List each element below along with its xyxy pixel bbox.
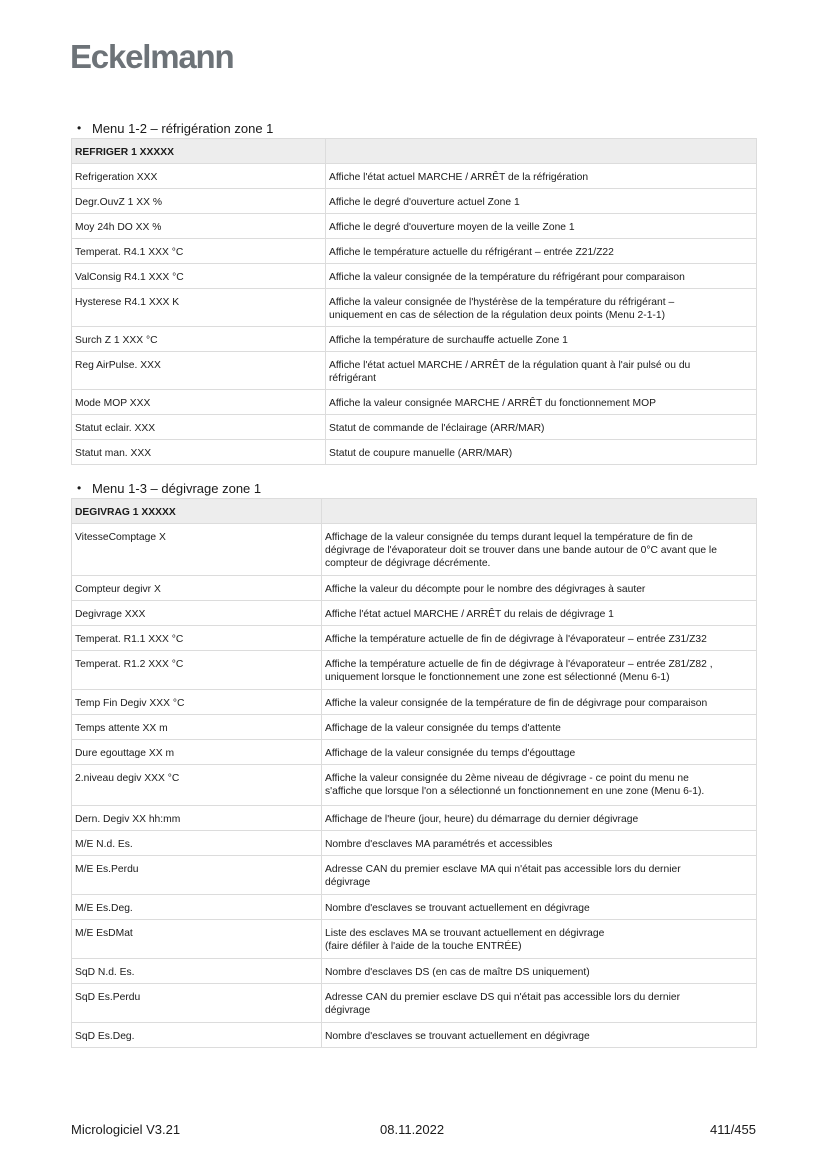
menu-item-label: VitesseComptage X (72, 524, 322, 576)
menu-item-label: Degivrage XXX (72, 601, 322, 626)
menu-item-description: Affiche le degré d'ouverture actuel Zone 1 (326, 189, 757, 214)
table-row (72, 576, 757, 601)
menu-item-label: Degr.OuvZ 1 XX % (72, 189, 326, 214)
footer-date: 08.11.2022 (380, 1122, 445, 1137)
table-row (72, 1023, 757, 1048)
table-row (72, 765, 757, 806)
menu-item-label: Dern. Degiv XX hh:mm (72, 806, 322, 831)
table-row (72, 806, 757, 831)
table-row (72, 524, 757, 576)
menu-item-label: M/E N.d. Es. (72, 831, 322, 856)
menu-item-description: Liste des esclaves MA se trouvant actuellement en dégivrage (faire défiler à l'aide de la touche ENTRÉE) (322, 920, 757, 959)
table-row (72, 352, 757, 390)
table-row (72, 264, 757, 289)
menu-item-description: Affiche la température actuelle de fin de dégivrage à l'évaporateur – entrée Z81/Z82 , uniquement lorsque le fonctionnement une zone est sélectionné (Menu 6-1) (322, 651, 757, 690)
menu-1-3-table (71, 498, 757, 1048)
table-header-row (72, 139, 757, 164)
menu-item-description: Affichage de l'heure (jour, heure) du démarrage du dernier dégivrage (322, 806, 757, 831)
menu-item-description: Nombre d'esclaves se trouvant actuellement en dégivrage (322, 895, 757, 920)
table-row (72, 189, 757, 214)
bullet-icon: • (77, 121, 82, 135)
table-header-empty (322, 499, 757, 524)
footer-page-number: 411/455 (709, 1122, 756, 1137)
table-row (72, 239, 757, 264)
table-title: REFRIGER 1 XXXXX (72, 139, 326, 164)
menu-item-description: Affiche la valeur consignée de l'hystérèse de la température du réfrigérant – uniquement en cas de sélection de la régulation deux points (Menu 2-1-1) (326, 289, 757, 327)
menu-item-description: Affiche l'état actuel MARCHE / ARRÊT de la réfrigération (326, 164, 757, 189)
menu-item-label: Temps attente XX m (72, 715, 322, 740)
section-heading (71, 479, 756, 498)
section-heading (71, 119, 756, 138)
menu-item-label: M/E EsDMat (72, 920, 322, 959)
menu-item-label: Hysterese R4.1 XXX K (72, 289, 326, 327)
menu-item-description: Statut de coupure manuelle (ARR/MAR) (326, 440, 757, 465)
menu-item-description: Affiche l'état actuel MARCHE / ARRÊT du relais de dégivrage 1 (322, 601, 757, 626)
table-row (72, 831, 757, 856)
menu-item-label: Mode MOP XXX (72, 390, 326, 415)
table-row (72, 740, 757, 765)
section-menu-1-3 (71, 479, 756, 1048)
menu-item-description: Statut de commande de l'éclairage (ARR/MAR) (326, 415, 757, 440)
menu-item-description: Affiche la température actuelle de fin de dégivrage à l'évaporateur – entrée Z31/Z32 (322, 626, 757, 651)
table-row (72, 289, 757, 327)
menu-item-label: Moy 24h DO XX % (72, 214, 326, 239)
menu-item-label: Temp Fin Degiv XXX °C (72, 690, 322, 715)
table-row (72, 440, 757, 465)
menu-item-description: Affichage de la valeur consignée du temps d'attente (322, 715, 757, 740)
table-row (72, 920, 757, 959)
menu-item-description: Affiche la valeur consignée du 2ème niveau de dégivrage - ce point du menu ne s'affiche que lorsque l'on a sélectionné un fonctionnement en une zone (Menu 6-1). (322, 765, 757, 806)
menu-item-label: Reg AirPulse. XXX (72, 352, 326, 390)
menu-item-description: Affiche l'état actuel MARCHE / ARRÊT de la régulation quant à l'air pulsé ou du réfrigérant (326, 352, 757, 390)
menu-item-label: Temperat. R4.1 XXX °C (72, 239, 326, 264)
table-row (72, 651, 757, 690)
menu-1-2-table (71, 138, 757, 465)
menu-item-description: Affiche la valeur consignée MARCHE / ARRÊT du fonctionnement MOP (326, 390, 757, 415)
menu-item-description: Affiche la valeur consignée de la température du réfrigérant pour comparaison (326, 264, 757, 289)
table-row (72, 164, 757, 189)
menu-item-label: Surch Z 1 XXX °C (72, 327, 326, 352)
menu-item-label: SqD N.d. Es. (72, 959, 322, 984)
table-title: DEGIVRAG 1 XXXXX (72, 499, 322, 524)
menu-item-label: Statut eclair. XXX (72, 415, 326, 440)
menu-item-label: ValConsig R4.1 XXX °C (72, 264, 326, 289)
menu-item-description: Affiche la valeur du décompte pour le nombre des dégivrages à sauter (322, 576, 757, 601)
menu-item-label: Compteur degivr X (72, 576, 322, 601)
table-row (72, 856, 757, 895)
section-heading-text: Menu 1-2 – réfrigération zone 1 (92, 121, 274, 136)
menu-item-description: Affiche la valeur consignée de la température de fin de dégivrage pour comparaison (322, 690, 757, 715)
menu-item-description: Affichage de la valeur consignée du temps d'égouttage (322, 740, 757, 765)
menu-item-label: Refrigeration XXX (72, 164, 326, 189)
table-row (72, 390, 757, 415)
table-row (72, 984, 757, 1023)
section-heading-text: Menu 1-3 – dégivrage zone 1 (92, 481, 262, 496)
menu-item-description: Adresse CAN du premier esclave DS qui n'était pas accessible lors du dernier dégivrage (322, 984, 757, 1023)
menu-item-label: Statut man. XXX (72, 440, 326, 465)
menu-item-description: Adresse CAN du premier esclave MA qui n'était pas accessible lors du dernier dégivrage (322, 856, 757, 895)
eckelmann-logo: Eckelmann (70, 38, 234, 75)
footer-firmware: Micrologiciel V3.21 (71, 1122, 181, 1137)
menu-item-label: Dure egouttage XX m (72, 740, 322, 765)
menu-item-description: Affiche le degré d'ouverture moyen de la veille Zone 1 (326, 214, 757, 239)
menu-item-label: SqD Es.Deg. (72, 1023, 322, 1048)
table-row (72, 959, 757, 984)
table-row (72, 601, 757, 626)
table-header-empty (326, 139, 757, 164)
bullet-icon: • (77, 481, 82, 495)
table-header-row (72, 499, 757, 524)
menu-item-description: Affichage de la valeur consignée du temps durant lequel la température de fin de dégivrage de l'évaporateur doit se trouver dans une bande autour de 0°C avant que le compteur de dégivrage décrémente. (322, 524, 757, 576)
menu-item-description: Nombre d'esclaves DS (en cas de maître DS uniquement) (322, 959, 757, 984)
table-row (72, 895, 757, 920)
menu-item-description: Nombre d'esclaves MA paramétrés et accessibles (322, 831, 757, 856)
menu-item-label: Temperat. R1.2 XXX °C (72, 651, 322, 690)
table-row (72, 214, 757, 239)
table-row (72, 626, 757, 651)
menu-item-label: SqD Es.Perdu (72, 984, 322, 1023)
table-row (72, 715, 757, 740)
menu-item-description: Affiche le température actuelle du réfrigérant – entrée Z21/Z22 (326, 239, 757, 264)
menu-item-description: Nombre d'esclaves se trouvant actuellement en dégivrage (322, 1023, 757, 1048)
section-menu-1-2 (71, 119, 756, 465)
table-row (72, 327, 757, 352)
menu-item-label: M/E Es.Deg. (72, 895, 322, 920)
table-row (72, 415, 757, 440)
menu-item-label: Temperat. R1.1 XXX °C (72, 626, 322, 651)
menu-item-label: 2.niveau degiv XXX °C (72, 765, 322, 806)
table-row (72, 690, 757, 715)
menu-item-label: M/E Es.Perdu (72, 856, 322, 895)
menu-item-description: Affiche la température de surchauffe actuelle Zone 1 (326, 327, 757, 352)
